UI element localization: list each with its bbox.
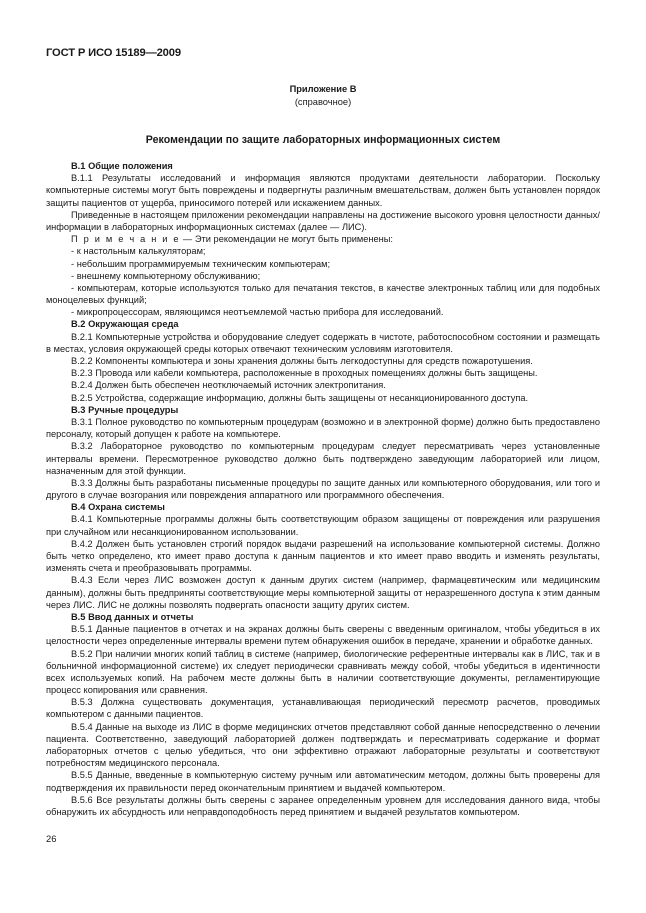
section-heading-b5: В.5 Ввод данных и отчеты <box>71 611 194 622</box>
paragraph-b5-2: В.5.2 При наличии многих копий таблиц в системе (например, биологические референтные интервалы как в ЛИС, так и в больничной информационной системе) их следует периодически сравнивать между собой, чтобы убедиться в идентичности всех используемых копий. На рабочем месте должны быть в наличии соответствующие документы, регламентирующие процесс копирования или сравнения. <box>46 648 600 696</box>
paragraph-b3-1: В.3.1 Полное руководство по компьютерным процедурам (возможно и в электронной форме) должно быть предоставлено персоналу, который допущен к работе на компьютере. <box>46 416 600 440</box>
paragraph-b5-5: В.5.5 Данные, введенные в компьютерную систему ручным или автоматическим методом, должны быть проверены для подтверждения их правильности перед окончательным принятием и выдачей компьютером. <box>46 770 600 793</box>
section-heading-b2: В.2 Окружающая среда <box>71 319 179 330</box>
annex-heading-block <box>0 83 646 108</box>
section-heading-b1: В.1 Общие положения <box>71 161 173 171</box>
body-column <box>46 160 600 818</box>
paragraph-b1-1: В.1.1 Результаты исследований и информация являются продуктами деятельности лаборатории. Поскольку компьютерные системы могут быть повреждены и подвергнуты различным вмешательствам, должен быть установлен порядок защиты пациентов от ущерба, приносимого потерей или искажением данных. <box>46 173 600 208</box>
paragraph-b2-5: В.2.5 Устройства, содержащие информацию, должны быть защищены от несанкционированного доступа. <box>71 392 529 403</box>
paragraph-b2-2: В.2.2 Компоненты компьютера и зоны хранения должны быть легкодоступны для средств пожаротушения. <box>71 356 533 366</box>
paragraph-b5-1: В.5.1 Данные пациентов в отчетах и на экранах должны быть сверены с введенным оригиналом, чтобы убедиться в их целостности через определенные интервалы времени путем обнаружения ошибок в передаче, хранении и обработке данных. <box>46 624 600 647</box>
paragraph-b4-2: В.4.2 Должен быть установлен строгий порядок выдачи разрешений на использование компьютерной системы. Должно быть четко определено, кто имеет право доступа к данным пациентов и кто имеет право вводить и изменять результаты, изменять счета и преобразовывать программы. <box>46 538 600 574</box>
page-title: Рекомендации по защите лабораторных информационных систем <box>145 134 501 146</box>
page-number: 26 <box>46 833 57 844</box>
note-item: - к настольным калькуляторам; <box>71 246 206 257</box>
note-item: - микропроцессорам, являющимся неотъемлемой частью прибора для исследований. <box>71 307 444 318</box>
annex-title: Приложение В <box>289 84 357 94</box>
running-head: ГОСТ Р ИСО 15189—2009 <box>46 47 181 59</box>
note-lead: П р и м е ч а н и е <box>71 234 181 245</box>
note-item: - небольшим программируемым техническим компьютерам; <box>71 258 331 269</box>
paragraph-b5-4: В.5.4 Данные на выходе из ЛИС в форме медицинских отчетов представляют собой данные непосредственно о лечении пациента. Соответственно, заведующий лабораторией должен подтверждать и пересматривать содержание и формат лабораторных отчетов с целью убедиться, что они эффективно отражают лабораторные результаты и соответствуют потребностям медицинского персонала. <box>46 721 600 769</box>
note-item: - внешнему компьютерному обслуживанию; <box>71 270 261 281</box>
paragraph-b1-intro: Приведенные в настоящем приложении рекомендации направлены на достижение высокого уровня целостности данных/информации в лабораторных информационных системах (далее — ЛИС). <box>46 209 600 232</box>
paragraph-b5-6: В.5.6 Все результаты должны быть сверены с заранее определенным уровнем для исследования данного вида, чтобы обнаружить их абсурдность или неправдоподобность перед принятием и выдачей результатов компьютером. <box>46 794 600 817</box>
section-heading-b3: В.3 Ручные процедуры <box>71 404 179 415</box>
paragraph-b3-3: В.3.3 Должны быть разработаны письменные процедуры по защите данных или компьютерного оборудования, или того и другого в случае возгорания или повреждения аппаратного или программного обеспечения. <box>46 477 600 501</box>
note-item: - компьютерам, которые используются только для печатания текстов, в качестве электронных таблиц или для подобных моноцелевых функций; <box>46 282 600 306</box>
paragraph-b3-2: В.3.2 Лабораторное руководство по компьютерным процедурам следует пересматривать через установленные интервалы времени. Пересмотренное руководство должно быть подтверждено заведующим лабораторией или лицом, назначенным для этой функции. <box>46 441 600 476</box>
paragraph-b4-1: В.4.1 Компьютерные программы должны быть соответствующим образом защищены от повреждения или разрушения при случайном или несанкционированном использовании. <box>46 514 600 537</box>
note-text: — Эти рекомендации не могут быть применены: <box>180 234 393 245</box>
annex-kind: (справочное) <box>294 96 352 107</box>
paragraph-b5-3: В.5.3 Должна существовать документация, устанавливающая периодический пересмотр расчетов, проводимых компьютером с данными пациентов. <box>46 697 600 720</box>
note-line <box>46 233 600 245</box>
paragraph-b2-3: В.2.3 Провода или кабели компьютера, расположенные в проходных помещениях должны быть защищены. <box>71 368 538 379</box>
paragraph-b2-1: В.2.1 Компьютерные устройства и оборудование следует содержать в чистоте, работоспособном состоянии и размещать в местах, условия окружающей среды которых отвечают техническим условиям изготовителя. <box>46 331 600 354</box>
section-heading-b4: В.4 Охрана системы <box>71 502 165 513</box>
paragraph-b4-3: В.4.3 Если через ЛИС возможен доступ к данным других систем (например, фармацевтическим или медицинским данным), должны быть предприняты соответствующие меры компьютерной защиты от неразрешенного доступа к этим данным через ЛИС. ЛИС не должны позволять подвергать опасности защиту других систем. <box>46 575 600 610</box>
paragraph-b2-4: В.2.4 Должен быть обеспечен неотключаемый источник электропитания. <box>71 380 386 391</box>
